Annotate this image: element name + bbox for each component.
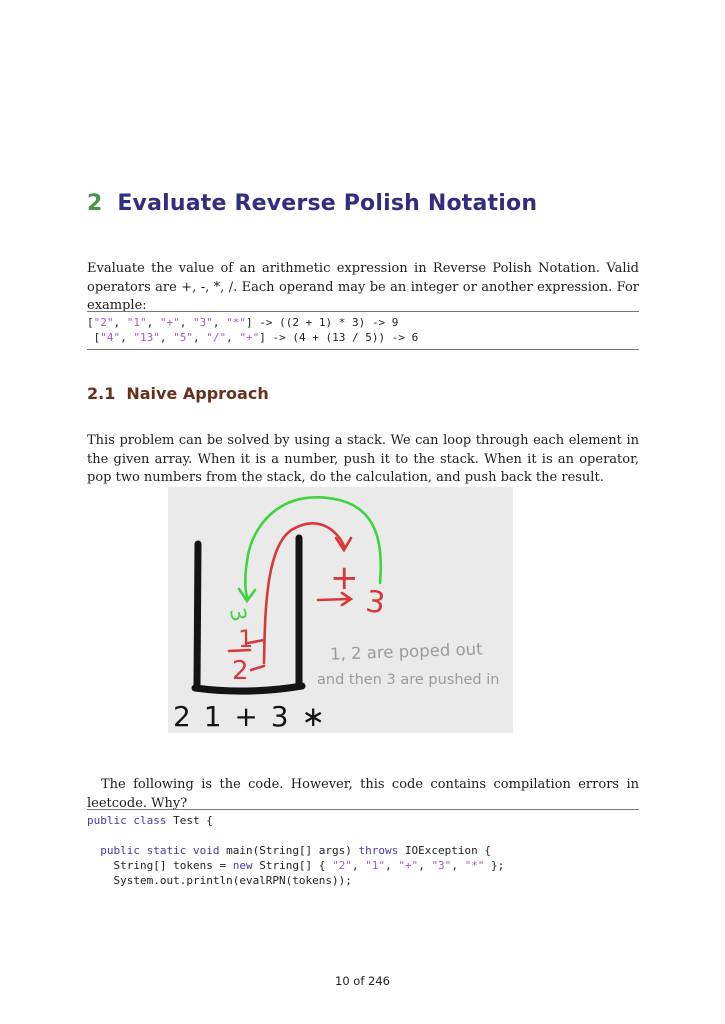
stack-diagram-figure bbox=[168, 487, 513, 733]
section-heading bbox=[87, 384, 269, 403]
figure-caption-line1: 1, 2 are poped out bbox=[329, 639, 483, 664]
result-value-label: 3 bbox=[363, 584, 388, 622]
stack-item-2: 2 bbox=[232, 656, 249, 686]
operator-label: + bbox=[330, 558, 359, 598]
chapter-number: 2 bbox=[87, 191, 103, 216]
chapter-title bbox=[87, 191, 537, 216]
pushed-value-label: 3 bbox=[225, 605, 252, 624]
code-note-paragraph: The following is the code. However, this code contains compilation errors in leetcode. Why? bbox=[87, 777, 639, 811]
section-number: 2.1 bbox=[87, 384, 116, 403]
stack-item-1-underline bbox=[229, 650, 250, 651]
page-indicator: 10 of 246 bbox=[335, 974, 390, 988]
section-heading-text: Naive Approach bbox=[126, 384, 269, 403]
java-code-block: public class Test { public static void main(String[] args) throws IOException { String[] tokens = new String[] { "2", "1", "+", "3", "*" }; System.out.println(evalRPN(tokens)); bbox=[87, 809, 639, 893]
naive-approach-paragraph: This problem can be solved by using a stack. We can loop through each element in the given array. When it is a number, push it to the stack. When it is an operator, pop two numbers from the stack, do the calculation, and push back the result. bbox=[87, 433, 639, 485]
figure-background bbox=[168, 487, 513, 733]
intro-paragraph: Evaluate the value of an arithmetic expression in Reverse Polish Notation. Valid operators are +, -, *, /. Each operand may be an integer or another expression. For example: bbox=[87, 261, 639, 313]
rpn-expression: 2 1 + 3 ∗ bbox=[173, 700, 327, 733]
example-code-block: ["2", "1", "+", "3", "*"] -> ((2 + 1) * 3) -> 9 ["4", "13", "5", "/", "+"] -> (4 + (13 / 5)) -> 6 bbox=[87, 311, 639, 350]
figure-caption-line2: and then 3 are pushed in bbox=[317, 672, 500, 688]
chapter-title-text: Evaluate Reverse Polish Notation bbox=[117, 191, 538, 216]
stack-item-1: 1 bbox=[238, 625, 254, 653]
stack-diagram-svg bbox=[168, 487, 513, 733]
